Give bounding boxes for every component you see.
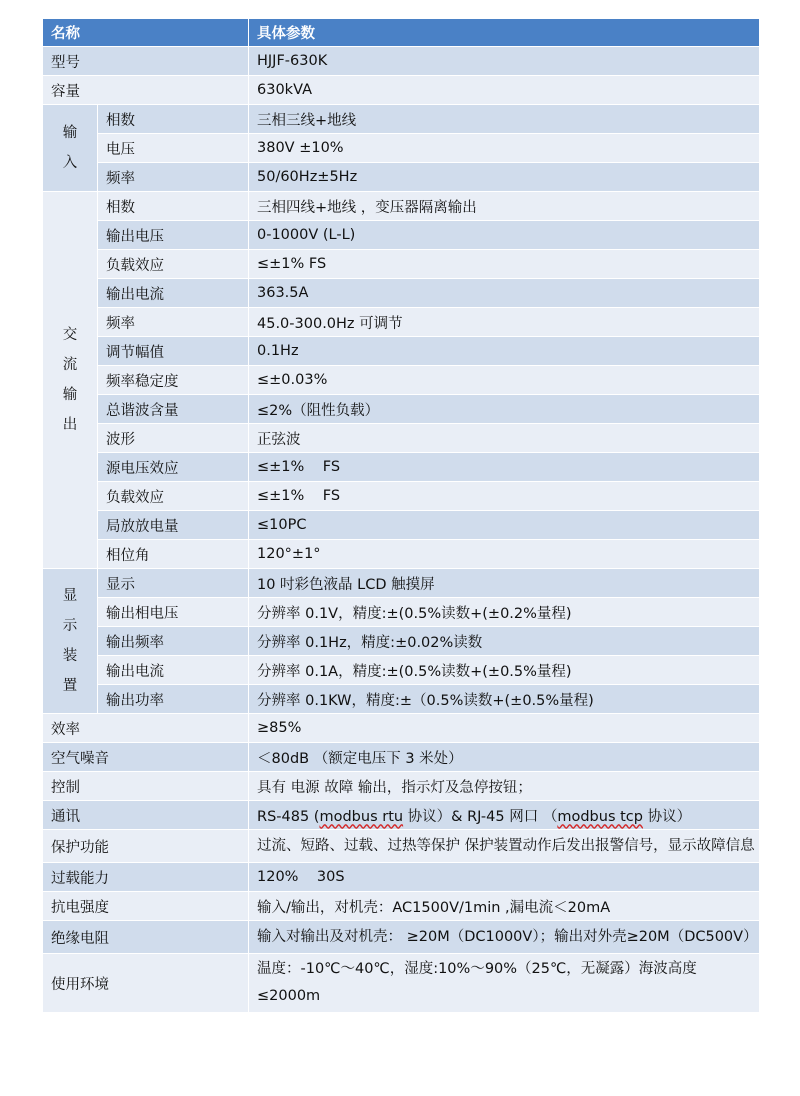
row-value: 分辨率 0.1V，精度:±(0.5%读数+(±0.2%量程) [249,598,760,627]
table-row [43,743,760,772]
row-label: 空气噪音 [43,743,249,772]
row-value: 输入对输出及对机壳： ≥20M（DC1000V）；输出对外壳≥20M（DC500V） [249,921,760,954]
table-row [43,395,760,424]
row-value: 三相四线+地线 ，变压器隔离输出 [249,192,760,221]
table-row [43,569,760,598]
row-value: 50/60Hz±5Hz [249,163,760,192]
row-value: ≤±0.03% [249,366,760,395]
table-row [43,892,760,921]
group-char: 显 [62,588,78,604]
header-name: 名称 [43,19,249,47]
table-row [43,714,760,743]
group-char: 装 [62,648,78,664]
row-label: 抗电强度 [43,892,249,921]
row-value: 三相三线+地线 [249,105,760,134]
row-value: 0-1000V (L-L) [249,221,760,250]
row-label: 频率 [98,163,249,192]
row-value: 过流、短路、过载、过热等保护 保护装置动作后发出报警信号，显示故障信息 [249,830,760,863]
row-value-comm [249,801,760,830]
table-row [43,830,760,863]
row-value: 380V ±10% [249,134,760,163]
group-char: 流 [62,357,78,373]
row-label: 调节幅值 [98,337,249,366]
row-value: 120°±1° [249,540,760,569]
row-label: 使用环境 [43,954,249,1013]
row-label: 控制 [43,772,249,801]
row-label: 输出电流 [98,656,249,685]
row-label: 容量 [43,76,249,105]
row-value: ＜80dB （额定电压下 3 米处） [249,743,760,772]
comm-text: 协议）& RJ-45 网口 （ [403,808,558,825]
table-row [43,366,760,395]
group-label-ac-output [43,192,98,569]
row-value: 具有 电源 故障 输出，指示灯及急停按钮； [249,772,760,801]
row-value: ≤±1% FS [249,250,760,279]
row-label: 相数 [98,105,249,134]
group-char: 示 [62,618,78,634]
row-label: 输出电压 [98,221,249,250]
group-char: 置 [62,678,78,694]
row-label: 负载效应 [98,250,249,279]
table-row [43,47,760,76]
row-label: 负载效应 [98,482,249,511]
table-row [43,250,760,279]
table-row [43,163,760,192]
row-value: 正弦波 [249,424,760,453]
spec-table [42,18,760,1013]
row-value: 630kVA [249,76,760,105]
row-label: 总谐波含量 [98,395,249,424]
row-label: 电压 [98,134,249,163]
row-value: 45.0-300.0Hz 可调节 [249,308,760,337]
table-row [43,656,760,685]
row-label: 通讯 [43,801,249,830]
table-row [43,221,760,250]
table-row [43,511,760,540]
row-label: 绝缘电阻 [43,921,249,954]
row-label: 效率 [43,714,249,743]
table-row [43,540,760,569]
header-row [43,19,760,47]
row-label: 相数 [98,192,249,221]
row-value: ≤±1% FS [249,453,760,482]
table-row [43,105,760,134]
row-label: 过载能力 [43,863,249,892]
table-row [43,598,760,627]
row-value: 分辨率 0.1A，精度:±(0.5%读数+(±0.5%量程) [249,656,760,685]
row-label: 局放放电量 [98,511,249,540]
row-value: 分辨率 0.1Hz，精度:±0.02%读数 [249,627,760,656]
group-label-display [43,569,98,714]
row-value: 0.1Hz [249,337,760,366]
group-char: 输 [62,125,78,141]
group-label-input [43,105,98,192]
row-value: 输入/输出，对机壳：AC1500V/1min ,漏电流＜20mA [249,892,760,921]
group-char: 交 [62,327,78,343]
table-row [43,192,760,221]
table-row [43,337,760,366]
row-value: ≥85% [249,714,760,743]
table-row [43,921,760,954]
comm-protocol: modbus tcp [557,808,643,825]
row-label: 波形 [98,424,249,453]
row-label: 输出电流 [98,279,249,308]
row-value: ≤2%（阻性负载） [249,395,760,424]
group-char: 入 [62,155,78,171]
row-label: 型号 [43,47,249,76]
group-char: 输 [62,387,78,403]
row-label: 源电压效应 [98,453,249,482]
row-label: 输出功率 [98,685,249,714]
table-row [43,134,760,163]
table-row [43,863,760,892]
comm-protocol: modbus rtu [319,808,404,825]
table-row [43,453,760,482]
comm-text: RS-485 ( [257,808,320,825]
row-label: 显示 [98,569,249,598]
row-label: 相位角 [98,540,249,569]
group-char: 出 [62,417,78,433]
comm-text: 协议） [642,808,692,825]
row-value: 分辨率 0.1KW，精度:±（0.5%读数+(±0.5%量程) [249,685,760,714]
row-label: 保护功能 [43,830,249,863]
table-row [43,76,760,105]
table-row [43,801,760,830]
row-value: HJJF-630K [249,47,760,76]
header-param: 具体参数 [249,19,760,47]
row-value: 温度：-10℃～40℃，湿度:10%～90%（25℃，无凝露）海波高度≤2000m [249,954,760,1013]
row-value: 120% 30S [249,863,760,892]
row-value: ≤10PC [249,511,760,540]
table-row [43,685,760,714]
table-row [43,954,760,1013]
row-label: 输出频率 [98,627,249,656]
row-label: 频率稳定度 [98,366,249,395]
row-value: ≤±1% FS [249,482,760,511]
table-row [43,279,760,308]
table-row [43,772,760,801]
table-row [43,482,760,511]
table-row [43,308,760,337]
row-label: 输出相电压 [98,598,249,627]
table-row [43,424,760,453]
table-row [43,627,760,656]
row-value: 363.5A [249,279,760,308]
row-label: 频率 [98,308,249,337]
row-value: 10 吋彩色液晶 LCD 触摸屏 [249,569,760,598]
